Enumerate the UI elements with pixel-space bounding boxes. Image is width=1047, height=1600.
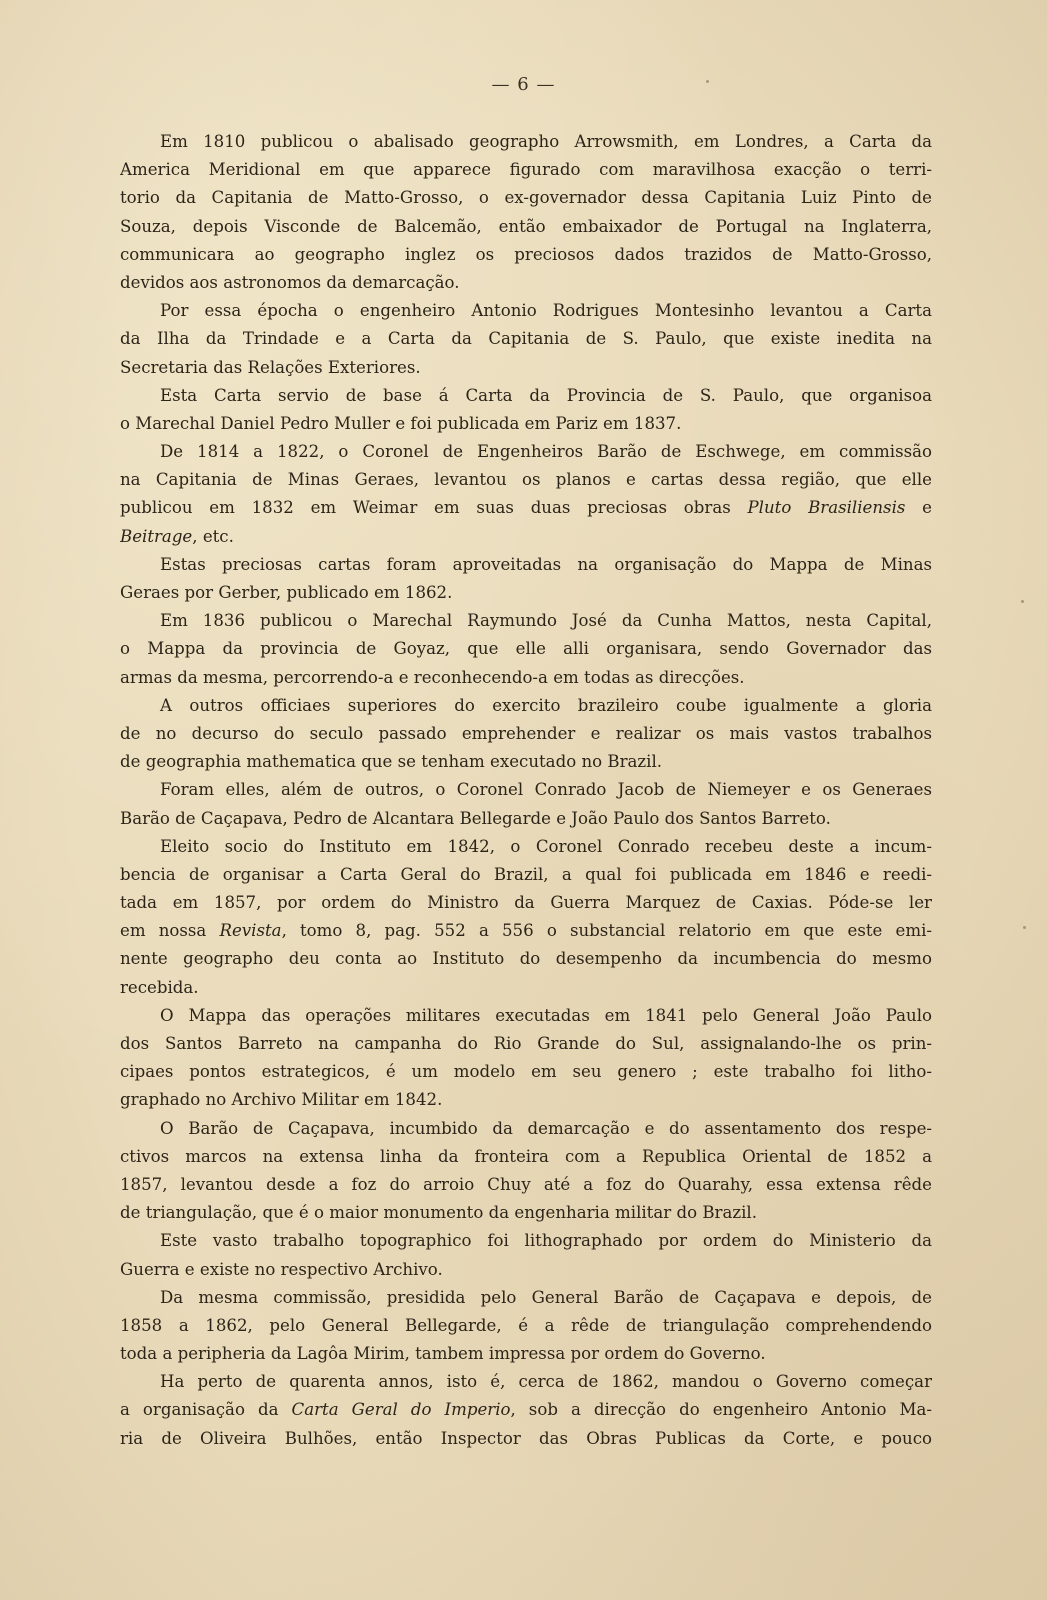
text-line: A outros officiaes superiores do exercito brazileiro coube igualmente a gloria	[160, 695, 932, 715]
text-line: Souza, depois Visconde de Balcemão, então embaixador de Portugal na Inglaterra,	[120, 216, 932, 236]
text-line: Foram elles, além de outros, o Coronel Conrado Jacob de Niemeyer e os Generaes	[160, 780, 932, 800]
text-line: 1857, levantou desde a foz do arroio Chuy até a foz do Quarahy, essa extensa rêde	[120, 1174, 932, 1194]
text-line: Secretaria das Relações Exteriores.	[120, 357, 421, 377]
text-line: o Marechal Daniel Pedro Muller e foi publicada em Pariz em 1837.	[120, 413, 682, 433]
text-line: bencia de organisar a Carta Geral do Brazil, a qual foi publicada em 1846 e reedi-	[120, 864, 932, 884]
text-line: armas da mesma, percorrendo-a e reconhecendo-a em todas as direcções.	[120, 667, 745, 687]
text-line: Da mesma commissão, presidida pelo General Barão de Caçapava e depois, de	[160, 1287, 932, 1307]
text-line: cipaes pontos estrategicos, é um modelo em seu genero ; este trabalho foi litho-	[120, 1062, 932, 1082]
text-line: o Mappa da provincia de Goyaz, que elle alli organisara, sendo Governador das	[120, 639, 932, 659]
text-line: O Barão de Caçapava, incumbido da demarcação e do assentamento dos respe-	[160, 1118, 932, 1138]
body-text	[120, 128, 932, 1453]
text-line: devidos aos astronomos da demarcação.	[120, 272, 460, 292]
text-line: dos Santos Barreto na campanha do Rio Grande do Sul, assignalando-lhe os prin-	[120, 1034, 932, 1053]
text-line: da Ilha da Trindade e a Carta da Capitania de S. Paulo, que existe inedita na	[120, 329, 932, 349]
text-line: Por essa épocha o engenheiro Antonio Rodrigues Montesinho levantou a Carta	[160, 301, 932, 321]
text-line: torio da Capitania de Matto-Grosso, o ex-governador dessa Capitania Luiz Pinto de	[120, 188, 932, 208]
text-line: Em 1810 publicou o abalisado geographo Arrowsmith, em Londres, a Carta da	[160, 132, 932, 151]
text-line: tada em 1857, por ordem do Ministro da Guerra Marquez de Caxias. Póde-se ler	[120, 893, 932, 913]
text-line: Esta Carta servio de base á Carta da Provincia de S. Paulo, que organisoa	[160, 385, 932, 405]
text-line: na Capitania de Minas Geraes, levantou os planos e cartas dessa região, que elle	[120, 470, 932, 490]
text-line: Estas preciosas cartas foram aproveitadas na organisação do Mappa de Minas	[160, 554, 932, 574]
text-line: de triangulação, que é o maior monumento da engenharia militar do Brazil.	[120, 1203, 757, 1223]
text-line: communicara ao geographo inglez os preciosos dados trazidos de Matto-Grosso,	[120, 244, 932, 264]
text-line: de geographia mathematica que se tenham executado no Brazil.	[120, 752, 663, 772]
text-line: Eleito socio do Instituto em 1842, o Coronel Conrado recebeu deste a incum-	[160, 836, 932, 856]
text-line: Este vasto trabalho topographico foi lithographado por ordem do Ministerio da	[160, 1231, 932, 1251]
text-line: America Meridional em que apparece figurado com maravilhosa exacção o terri-	[120, 160, 932, 180]
text-line: De 1814 a 1822, o Coronel de Engenheiros Barão de Eschwege, em commissão	[160, 442, 932, 462]
text-line: Em 1836 publicou o Marechal Raymundo José da Cunha Mattos, nesta Capital,	[160, 611, 932, 631]
text-line: Barão de Caçapava, Pedro de Alcantara Bellegarde e João Paulo dos Santos Barreto.	[120, 808, 831, 828]
text-line: toda a peripheria da Lagôa Mirim, tambem impressa por ordem do Governo.	[120, 1344, 766, 1364]
text-line: ria de Oliveira Bulhões, então Inspector das Obras Publicas da Corte, e pouco	[120, 1428, 932, 1448]
text-line: Ha perto de quarenta annos, isto é, cerca de 1862, mandou o Governo começar	[160, 1372, 932, 1392]
text-line: de no decurso do seculo passado emprehender e realizar os mais vastos trabalhos	[120, 723, 932, 743]
text-line: Guerra e existe no respectivo Archivo.	[120, 1259, 443, 1279]
paper-speck	[706, 80, 709, 83]
text-line: graphado no Archivo Militar em 1842.	[120, 1090, 443, 1110]
page-number: — 6 —	[491, 74, 556, 95]
text-line: Geraes por Gerber, publicado em 1862.	[120, 583, 453, 602]
paper-speck	[1021, 600, 1024, 603]
text-line: publicou em 1832 em Weimar em suas duas preciosas obras Pluto Brasiliensis e	[120, 498, 932, 518]
text-line: ctivos marcos na extensa linha da fronteira com a Republica Oriental de 1852 a	[120, 1146, 932, 1166]
text-line: recebida.	[120, 977, 199, 997]
paper-speck	[1023, 926, 1026, 929]
text-line: em nossa Revista, tomo 8, pag. 552 a 556 o substancial relatorio em que este emi-	[120, 921, 932, 941]
text-line: Beitrage, etc.	[120, 526, 234, 546]
text-line: 1858 a 1862, pelo General Bellegarde, é a rêde de triangulação comprehendendo	[120, 1315, 932, 1335]
text-line: a organisação da Carta Geral do Imperio, sob a direcção do engenheiro Antonio Ma-	[120, 1400, 932, 1420]
text-line: O Mappa das operações militares executadas em 1841 pelo General João Paulo	[160, 1005, 932, 1025]
text-line: nente geographo deu conta ao Instituto do desempenho da incumbencia do mesmo	[120, 949, 932, 969]
